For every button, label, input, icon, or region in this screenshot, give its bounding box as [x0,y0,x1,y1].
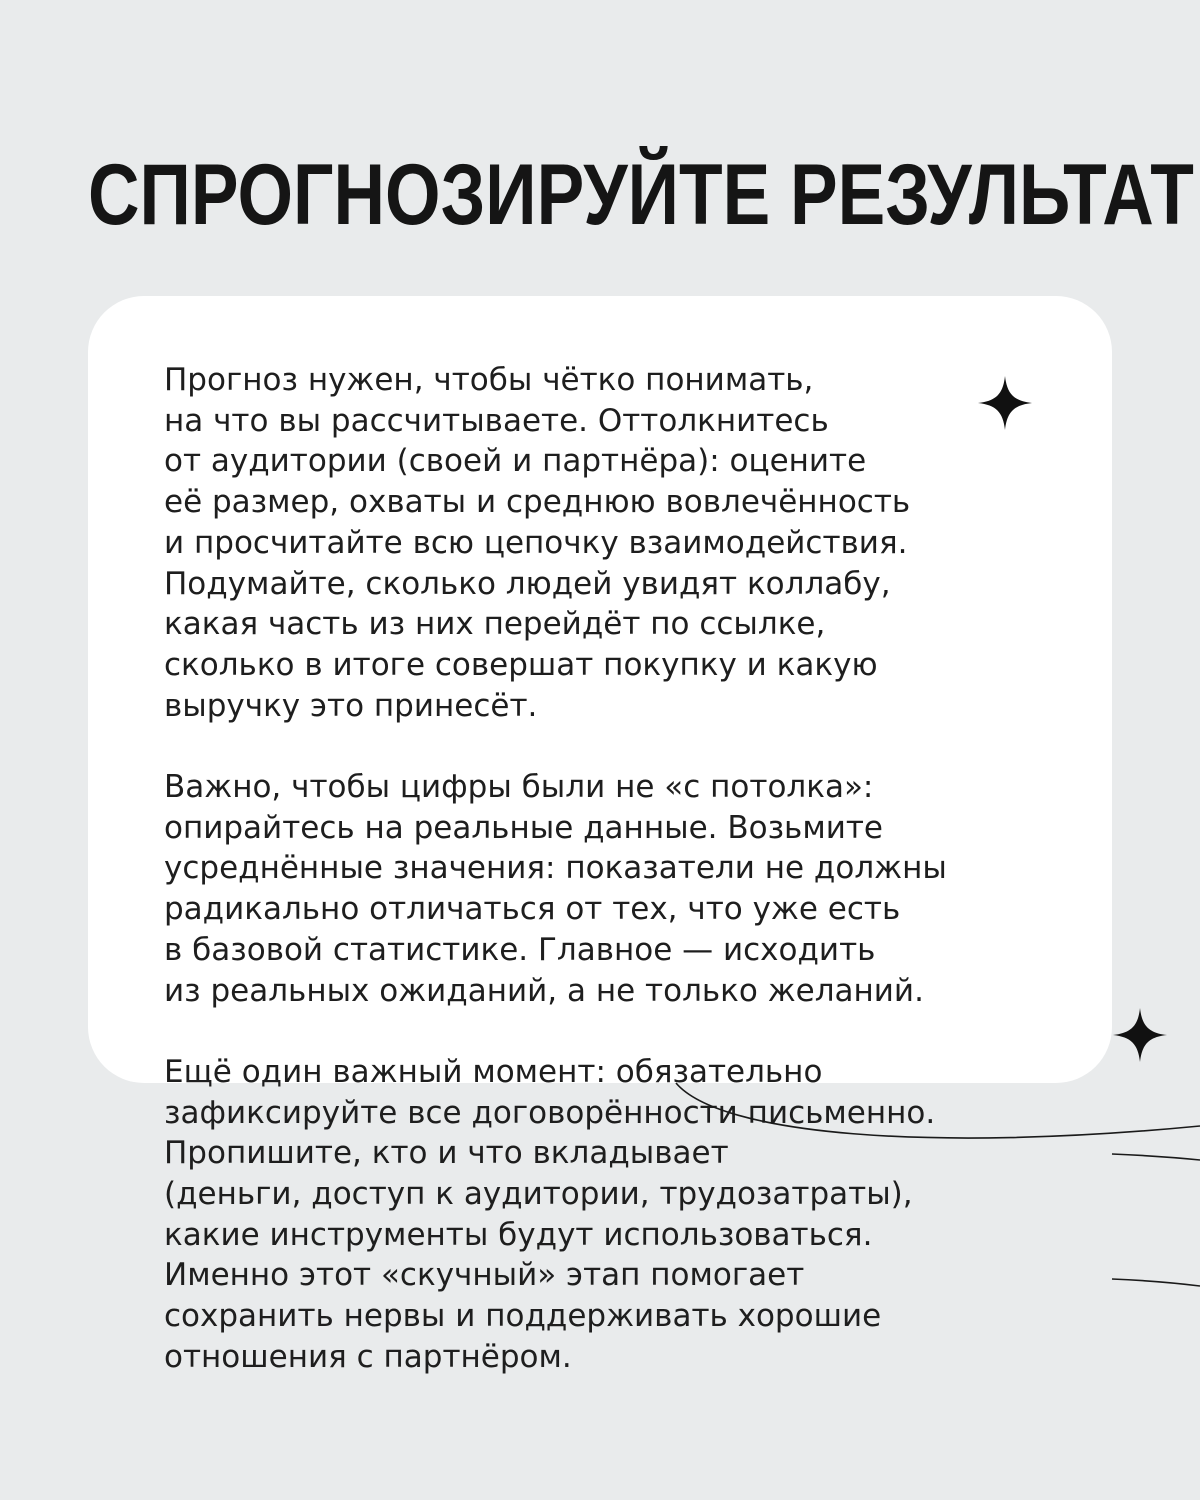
text-line: Ещё один важный момент: обязательно [164,1053,823,1090]
text-line: какая часть из них перейдёт по ссылке, [164,606,826,643]
text-line: сохранить нервы и поддерживать хорошие [164,1298,882,1335]
text-line: Именно этот «скучный» этап помогает [164,1257,805,1294]
text-line: сколько в итоге совершат покупку и какую [164,646,878,683]
text-card [88,296,1112,1375]
page-title: СПРОГНОЗИРУЙТЕ РЕЗУЛЬТАТ [88,147,1194,243]
paragraph-forecast [164,360,1064,726]
text-line: усреднённые значения: показатели не должны [164,850,947,887]
text-line: Пропишите, кто и что вкладывает [164,1135,729,1172]
text-block [164,360,1064,1378]
text-line: и просчитайте всю цепочку взаимодействия. [164,524,908,561]
paragraph-agreements [164,1052,1064,1378]
text-line: на что вы рассчитываете. Оттолкнитесь [164,402,829,439]
orbit-line-upper [1112,1154,1200,1160]
text-line: радикально отличаться от тех, что уже есть [164,891,901,928]
text-line: Подумайте, сколько людей увидят коллабу, [164,565,891,602]
text-line: в базовой статистике. Главное — исходить [164,931,876,968]
text-line: отношения с партнёром. [164,1338,572,1375]
text-line: Важно, чтобы цифры были не «с потолка»: [164,769,874,806]
text-line: зафиксируйте все договорённости письменно. [164,1094,936,1131]
text-line: какие инструменты будут использоваться. [164,1216,873,1253]
text-line: из реальных ожиданий, а не только желаний. [164,972,924,1009]
text-line: от аудитории (своей и партнёра): оцените [164,443,867,480]
paragraph-real-data [164,767,1064,1011]
text-line: выручку это принесёт. [164,687,538,724]
sparkle-icon-bottom [1113,1008,1167,1062]
text-line: опирайтесь на реальные данные. Возьмите [164,809,883,846]
text-line: Прогноз нужен, чтобы чётко понимать, [164,362,814,398]
text-line: её размер, охваты и среднюю вовлечённость [164,484,911,521]
text-line: (деньги, доступ к аудитории, трудозатраты), [164,1176,913,1213]
orbit-line-middle [1112,1279,1200,1286]
